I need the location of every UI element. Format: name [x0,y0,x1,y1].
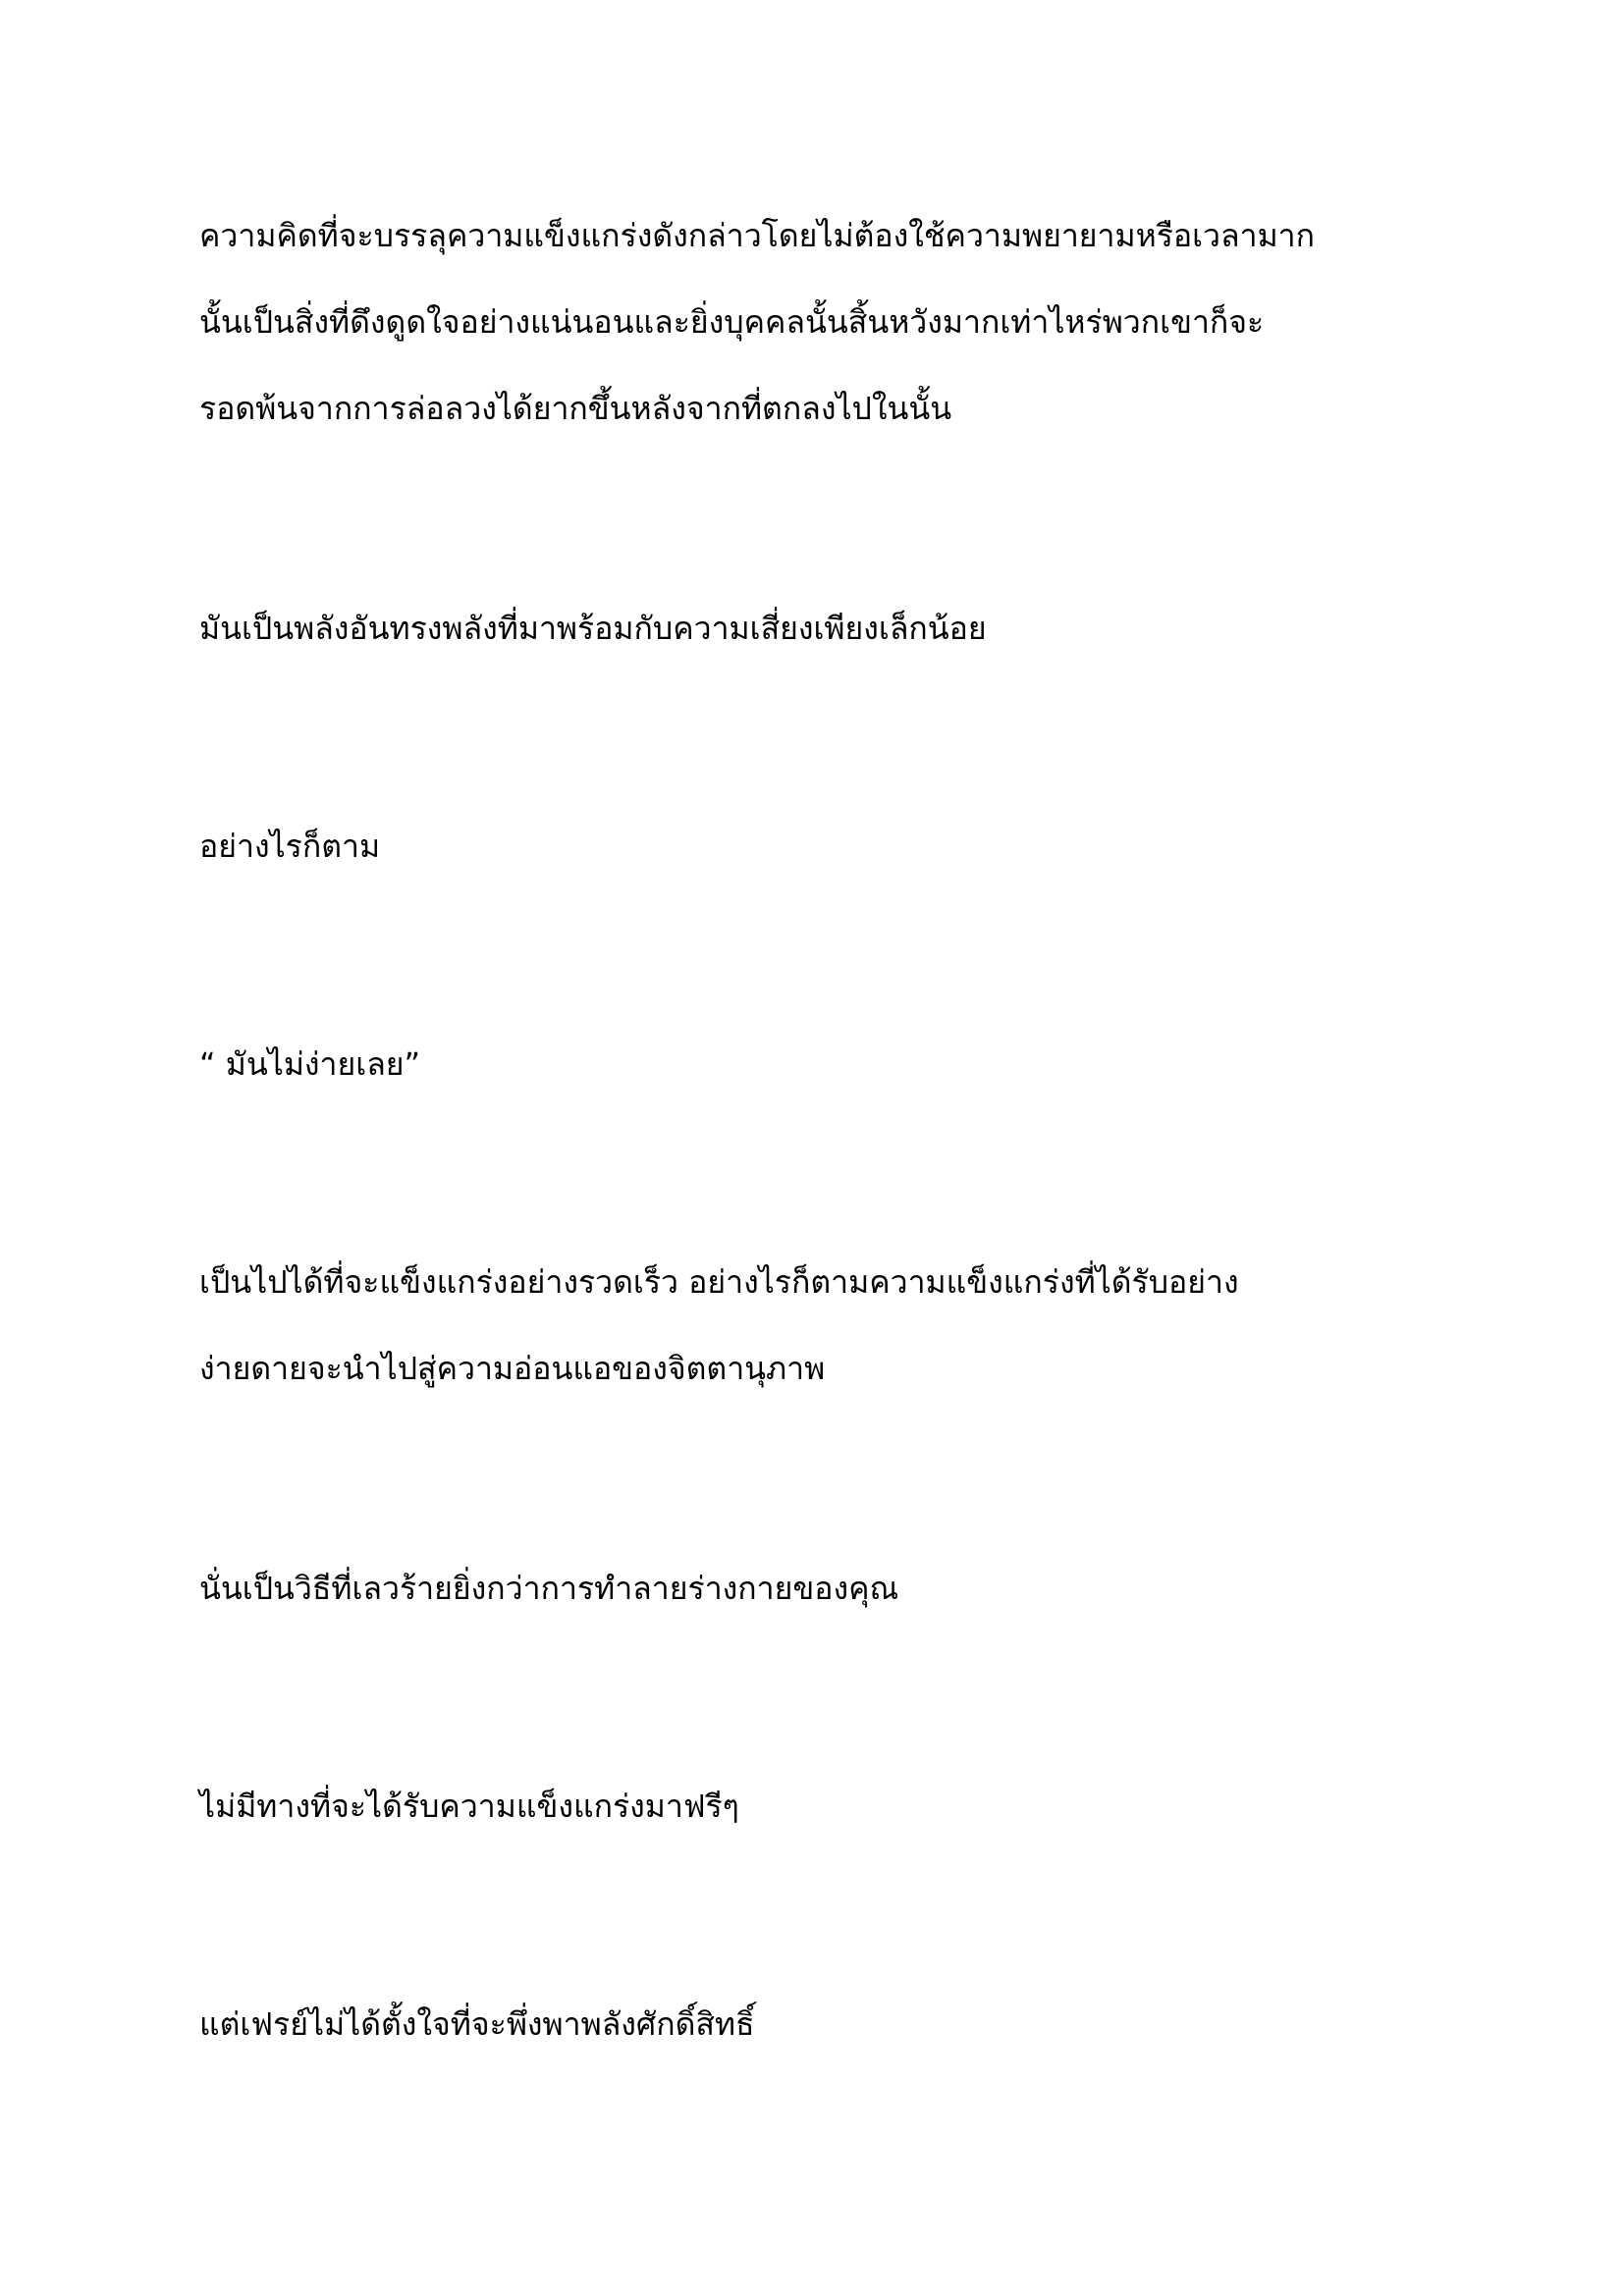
paragraph-line: มันเป็นพลังอันทรงพลังที่มาพร้อมกับความเสี่ยงเพียงเล็กน้อย [199,610,987,647]
paragraph-8 [199,1981,1476,2067]
paragraph-line: นั่นเป็นวิธีที่เลวร้ายยิ่งกว่าการทำลายร่างกายของคุณ [199,1570,899,1607]
paragraph-line: อย่างไรก็ตาม [199,828,381,865]
paragraph-line: ความคิดที่จะบรรลุความแข็งแกร่งดังกล่าวโดยไม่ต้องใช้ความพยายามหรือเวลามาก [199,217,1316,254]
paragraph-1 [199,192,1476,452]
paragraph-line: ง่ายดายจะนำไปสู่ความอ่อนแอของจิตตานุภาพ [199,1350,826,1387]
paragraph-line: เป็นไปได้ที่จะแข็งแกร่งอย่างรวดเร็ว อย่างไรก็ตามความแข็งแกร่งที่ได้รับอย่าง [199,1263,1239,1301]
paragraph-7 [199,1763,1476,1849]
paragraph-5 [199,1239,1476,1412]
paragraph-line: แต่เฟรย์ไม่ได้ตั้งใจที่จะพึ่งพาพลังศักดิ์สิทธิ์ [199,2005,755,2043]
paragraph-2 [199,585,1476,671]
paragraph-line: รอดพ้นจากการล่อลวงได้ยากขึ้นหลังจากที่ตกลงไปในนั้น [199,390,952,427]
paragraph-line: ไม่มีทางที่จะได้รับความแข็งแกร่งมาฟรีๆ [199,1788,739,1825]
paragraph-3 [199,803,1476,889]
paragraph-6 [199,1545,1476,1631]
paragraph-line: “ มันไม่ง่ายเลย” [199,1045,421,1083]
paragraph-4-quote [199,1021,1476,1107]
paragraph-line: นั้นเป็นสิ่งที่ดึงดูดใจอย่างแน่นอนและยิ่งบุคคลนั้นสิ้นหวังมากเท่าไหร่พวกเขาก็จะ [199,303,1265,341]
